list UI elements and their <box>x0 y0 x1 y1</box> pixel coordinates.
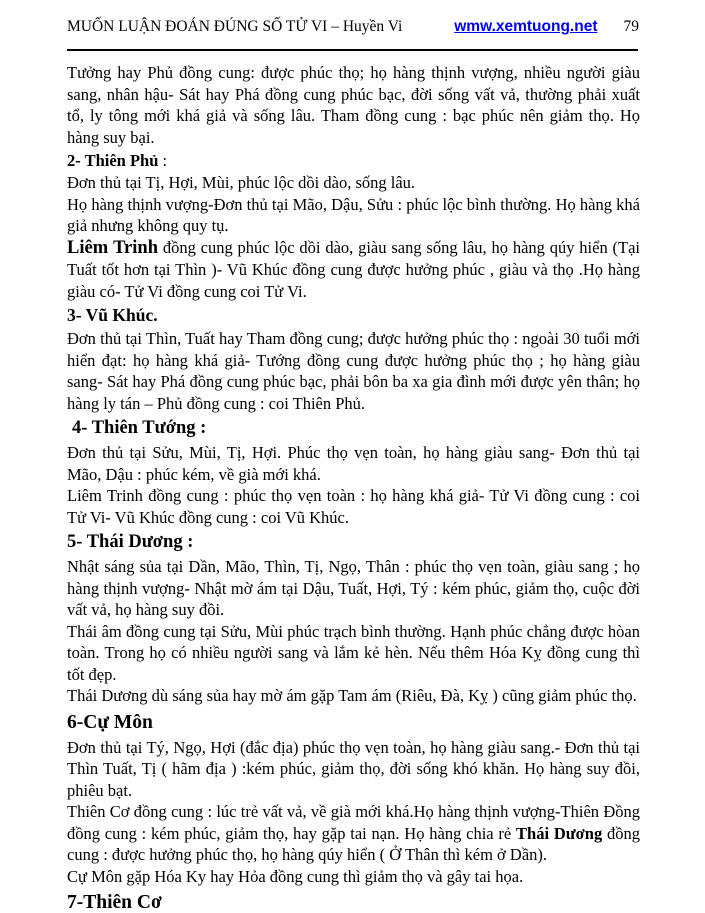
paragraph-thai-duong-thai-am: Thái âm đồng cung tại Sửu, Mùi phúc trạch bình thường. Hạnh phúc chẳng được hòan toàn. Trong họ có nhiều người sang và lắm kẻ hèn. Nếu thêm Hóa Kỵ đồng cung thì tốt đẹp. <box>67 621 640 684</box>
paragraph-cu-mon-hoa-ky: Cự Môn gặp Hóa Ky hay Hỏa đồng cung thì giảm thọ và gây tai họa. <box>67 866 524 886</box>
paragraph-liem-trinh <box>67 237 640 303</box>
liem-trinh-paragraph-text: đồng cung phúc lộc dồi dào, giàu sang sống lâu, họ hàng qúy hiển (Tại Tuất tốt hơn tại Thìn )- Vũ Khúc đồng cung được hưởng phúc , giàu và thọ .Họ hàng giàu có- Tử Vi đồng cung coi Tử Vi. <box>67 237 641 301</box>
paragraph-tuong-phu-dong-cung: Tưởng hay Phủ đồng cung: được phúc thọ; họ hàng thịnh vượng, nhiều người giàu sang, nhân hậu- Sát hay Phá đồng cung phúc bạc, đời sống vất vả, thường phải xuất tổ, ly tông mới khá giả và sống lâu. Tham đồng cung : bạc phúc nên giảm thọ. Họ hàng suy bại. <box>67 63 640 147</box>
heading-6-cu-mon: 6-Cự Môn <box>67 711 153 733</box>
page-header <box>0 0 705 37</box>
heading-3-vu-khuc: 3- Vũ Khúc. <box>67 305 158 325</box>
paragraph-thien-phu-ho-hang: Họ hàng thịnh vượng-Đơn thủ tại Mão, Dậu, Sửu : phúc lộc bình thường. Họ hàng khá giả nhưng không quy tụ. <box>67 194 640 235</box>
paragraph-cu-mon-don-thu: Đơn thủ tại Tý, Ngọ, Hợi (đắc địa) phúc thọ vẹn toàn, họ hàng giàu sang.- Đơn thủ tại Thìn Tuất, Tị ( hãm địa ) :kém phúc, giảm thọ, đời sống khó khăn. Họ hàng suy đồi, phiêu bạt. <box>67 737 640 800</box>
header-divider <box>67 49 638 51</box>
paragraph-cu-mon-thien-co <box>67 801 640 866</box>
heading-5-thai-duong: 5- Thái Dương : <box>67 532 194 552</box>
paragraph-vu-khuc: Đơn thủ tại Thìn, Tuất hay Tham đồng cung; được hưởng phúc thọ : ngoài 30 tuổi mới hiển đạt: họ hàng khá giả- Tướng đồng cung được hưởng phúc thọ ; họ hàng giàu sang- Sát hay Phá đồng cung phúc bạc, phải bôn ba xa gia đình mới được yên thân; họ hàng ly tán – Phủ đồng cung : coi Thiên Phủ. <box>67 329 640 413</box>
paragraph-thien-phu-don-thu: Đơn thủ tại Tị, Hợi, Mùi, phúc lộc dồi dào, sống lâu. <box>67 173 416 192</box>
heading-7-thien-co: 7-Thiên Cơ <box>67 892 162 913</box>
heading-2-bold-text: 2- Thiên Phủ <box>67 151 159 170</box>
heading-2-colon: : <box>158 151 168 170</box>
running-title: MUỐN LUẬN ĐOÁN ĐÚNG SỐ TỬ VI – Huyền Vi <box>67 18 403 35</box>
cu-mon-thien-co-text-a: Thiên Cơ đồng cung : lúc trẻ vất vả, về già mới khá.Họ hàng thịnh vượng-Thiên Đồng đồng cung : kém phúc, giảm thọ, hay gặp tai nạn. Họ hàng chia rẻ <box>67 802 640 843</box>
cu-mon-thien-co-text-b: đồng cung : được hưởng phúc thọ, họ hàng qúy hiển ( Ở Thân thì kém ở Dần). <box>67 823 641 864</box>
document-body <box>67 62 640 913</box>
page-number: 79 <box>623 18 639 35</box>
heading-4-thien-tuong: 4- Thiên Tướng : <box>72 418 207 438</box>
paragraph-thai-duong-tam-am: Thái Dương dù sáng sủa hay mờ ám gặp Tam ám (Riêu, Đà, Kỵ ) cũng giảm phúc thọ. <box>67 686 637 705</box>
website-link[interactable]: wmw.xemtuong.net <box>454 18 598 35</box>
paragraph-thien-tuong-liem-trinh: Liêm Trinh đồng cung : phúc thọ vẹn toàn : họ hàng khá giả- Tử Vi đồng cung : coi Tử Vi- Vũ Khúc đồng cung : coi Vũ Khúc. <box>67 486 640 527</box>
thai-duong-bold-inline: Thái Dương <box>516 823 603 843</box>
heading-2-thien-phu <box>67 148 640 172</box>
paragraph-thai-duong-nhat: Nhật sáng sủa tại Dần, Mão, Thìn, Tị, Ngọ, Thân : phúc thọ vẹn toàn, giàu sang ; họ hàng thịnh vượng- Nhật mờ ám tại Dậu, Tuất, Hợi, Tý : kém phúc, giảm thọ, cuộc đời vất vả, họ hàng suy đồi. <box>67 557 640 619</box>
liem-trinh-runin-heading: Liêm Trinh <box>67 237 158 258</box>
paragraph-thien-tuong-don-thu: Đơn thủ tại Sửu, Mùi, Tị, Hợi. Phúc thọ vẹn toàn, họ hàng giàu sang- Đơn thủ tại Mão, Dậu : phúc kém, về già mới khá. <box>67 443 640 484</box>
